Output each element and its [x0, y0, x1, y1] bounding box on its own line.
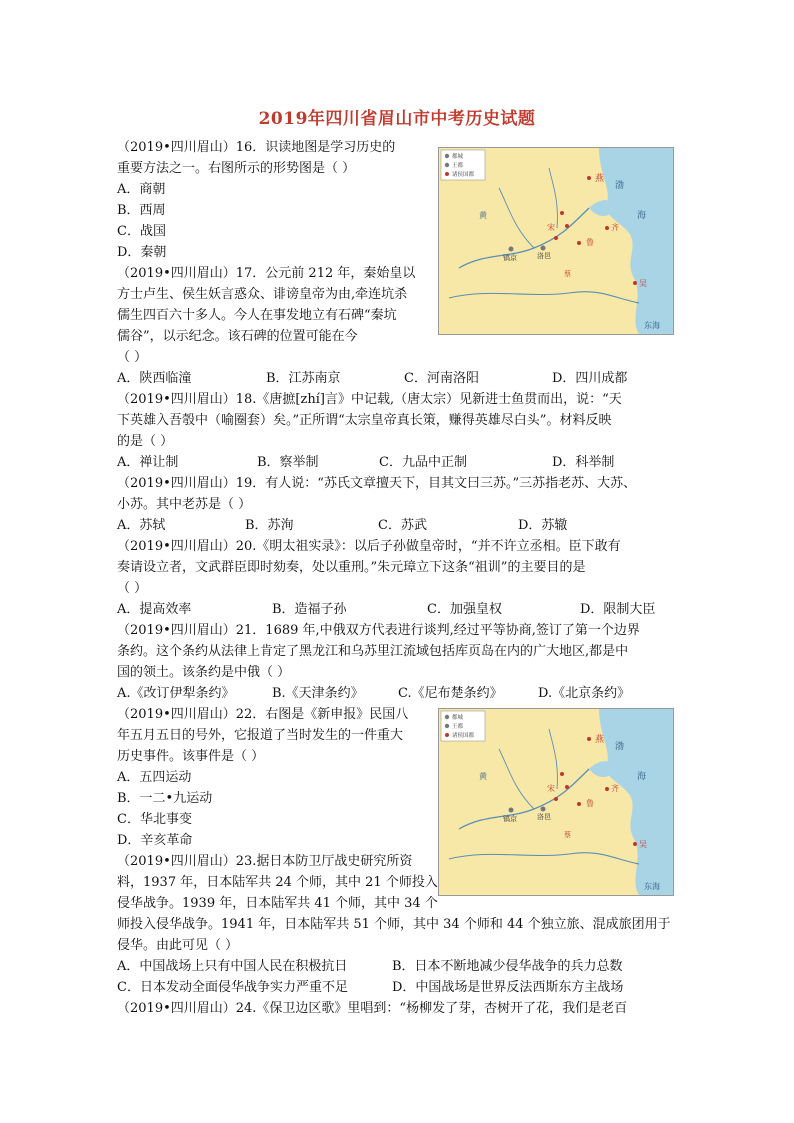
- q23-option-a: A．中国战场上只有中国人民在积极抗日: [117, 959, 348, 974]
- map-graphic: [439, 148, 673, 334]
- label-yan-2: 燕: [595, 735, 605, 745]
- q22-line-3: 历史事件。该事件是（ ）: [117, 749, 265, 764]
- legend-royal-capital-2: 王都: [452, 724, 464, 730]
- western-zhou-map-1: [438, 147, 674, 335]
- label-hai: 海: [637, 211, 647, 221]
- q20-line-2: 奏请设立者，文武群臣即时劾奏，处以重刑。”朱元璋立下这条“祖训”的主要目的是: [117, 560, 586, 575]
- q20-line-3: （ ）: [117, 581, 148, 596]
- legend-royal-capital: 王都: [452, 163, 464, 169]
- q23-line-4: 师投入侵华战争。1941 年，日本陆军共 51 个师，其中 34 个师和 44 个独立旅、混成旅团用于: [117, 917, 671, 932]
- q17-option-d: D．四川成都: [552, 371, 628, 386]
- q17-line-3: 儒生四百六十多人。今人在事发地立有石碑“秦坑: [117, 308, 397, 323]
- q16-line-2: 重要方法之一。右图所示的形势图是（ ）: [117, 161, 356, 176]
- q18-line-3: 的是（ ）: [117, 434, 174, 449]
- q23-option-d: D．中国战场是世界反法西斯东方主战场: [392, 980, 624, 995]
- q17-line-4: 儒谷”，以示纪念。该石碑的位置可能在今: [117, 329, 358, 344]
- q22-option-d: D．辛亥革命: [117, 833, 193, 848]
- label-luoyi-2: 洛邑: [537, 813, 551, 821]
- legend-capital: 都城: [452, 154, 464, 160]
- q21-option-c: C.《尼布楚条约》: [398, 686, 503, 701]
- q17-line-2: 方士卢生、侯生妖言惑众、诽谤皇帝为由,牵连坑杀: [117, 287, 408, 302]
- label-huang-2: 黄: [479, 772, 487, 781]
- label-bohai-2: 渤: [615, 742, 625, 752]
- label-song: 宋: [547, 223, 555, 232]
- q19-line-1: （2019•四川眉山）19．有人说：“苏氏文章擅天下，目其文曰三苏。”三苏指老苏、大苏、: [117, 476, 637, 491]
- q23-line-2: 料，1937 年，日本陆军共 24 个师，其中 21 个师投入: [117, 875, 438, 890]
- q23-line-1: （2019•四川眉山）23.据日本防卫厅战史研究所资: [117, 854, 413, 869]
- q21-line-2: 条约。这个条约从法律上肯定了黑龙江和乌苏里江流域包括库页岛在内的广大地区,都是中: [117, 644, 629, 659]
- q20-line-1: （2019•四川眉山）20.《明太祖实录》：以后子孙做皇帝时，“并不许立丞相。臣下敢有: [117, 539, 621, 554]
- q22-line-2: 年五月五日的号外，它报道了当时发生的一件重大: [117, 728, 404, 743]
- label-bohai: 渤: [615, 181, 625, 191]
- label-yan: 燕: [595, 174, 605, 184]
- q23-option-c: C．日本发动全面侵华战争实力严重不足: [117, 980, 348, 995]
- q21-option-d: D.《北京条约》: [538, 686, 631, 701]
- label-donghai-2: 东海: [644, 882, 660, 891]
- label-haojing: 镐京: [503, 254, 517, 262]
- legend-vassal-capital-2: 诸侯国都: [452, 733, 475, 739]
- q19-option-b: B．苏洵: [245, 518, 294, 533]
- q20-option-a: A．提高效率: [117, 602, 192, 617]
- q23-option-b: B．日本不断地减少侵华战争的兵力总数: [392, 959, 623, 974]
- label-qi-2: 齐: [611, 784, 619, 793]
- label-wu-2: 吴: [639, 840, 647, 849]
- q18-line-1: （2019•四川眉山）18.《唐摭[zhí]言》中记载,（唐太宗）见新进士鱼贯而出，说：“天: [117, 392, 622, 407]
- q23-line-5: 侵华。由此可见（ ）: [117, 938, 239, 953]
- label-huang: 黄: [479, 211, 487, 220]
- q20-option-b: B．造福子孙: [272, 602, 347, 617]
- q17-option-c: C．河南洛阳: [404, 371, 479, 386]
- q17-line-5: （ ）: [117, 350, 148, 365]
- q24-line-1: （2019•四川眉山）24.《保卫边区歌》里唱到：“杨柳发了芽，杏树开了花，我们是老百: [117, 1001, 628, 1016]
- label-haojing-2: 镐京: [503, 815, 517, 823]
- label-cai-2: 蔡: [564, 831, 571, 839]
- q16-line-1: （2019•四川眉山）16．识读地图是学习历史的: [117, 140, 396, 155]
- q18-option-b: B．察举制: [257, 455, 319, 470]
- label-lu-2: 鲁: [586, 799, 594, 808]
- label-lu: 鲁: [586, 238, 594, 247]
- q23-line-3: 侵华战争。1939 年，日本陆军共 41 个师，其中 34 个: [117, 896, 438, 911]
- q16-option-d: D．秦朝: [117, 245, 167, 260]
- q22-option-a: A．五四运动: [117, 770, 192, 785]
- label-qi: 齐: [611, 223, 619, 232]
- q19-line-2: 小苏。其中老苏是（ ）: [117, 497, 252, 512]
- q22-line-1: （2019•四川眉山）22．右图是《新申报》民国八: [117, 707, 409, 722]
- q21-option-a: A.《改订伊犁条约》: [117, 686, 235, 701]
- western-zhou-map-2: [438, 708, 674, 896]
- q16-option-c: C．战国: [117, 224, 166, 239]
- q17-option-a: A．陕西临潼: [117, 371, 192, 386]
- map-graphic-2: [439, 709, 673, 895]
- q22-option-b: B．一二•九运动: [117, 791, 213, 806]
- label-song-2: 宋: [547, 784, 555, 793]
- label-donghai: 东海: [644, 321, 660, 330]
- label-cai: 蔡: [564, 270, 571, 278]
- q19-option-c: C．苏武: [378, 518, 427, 533]
- q21-line-3: 国的领土。该条约是中俄（ ）: [117, 665, 291, 680]
- legend-vassal-capital: 诸侯国都: [452, 172, 475, 178]
- legend-capital-2: 都城: [452, 715, 464, 721]
- q22-option-c: C．华北事变: [117, 812, 192, 827]
- q21-line-1: （2019•四川眉山）21．1689 年,中俄双方代表进行谈判,经过平等协商,签订了第一个边界: [117, 623, 640, 638]
- q17-line-1: （2019•四川眉山）17．公元前 212 年，秦始皇以: [117, 266, 416, 281]
- q21-option-b: B.《天津条约》: [272, 686, 364, 701]
- label-wu: 吴: [639, 279, 647, 288]
- label-luoyi: 洛邑: [537, 252, 551, 260]
- q18-option-c: C．九品中正制: [379, 455, 467, 470]
- q19-option-a: A．苏轼: [117, 518, 166, 533]
- q20-option-d: D．限制大臣: [580, 602, 656, 617]
- label-hai-2: 海: [637, 772, 647, 782]
- q16-option-b: B．西周: [117, 203, 166, 218]
- q18-option-d: D．科举制: [552, 455, 615, 470]
- q18-line-2: 下英雄入吾彀中（喻圈套）矣。”正所谓“太宗皇帝真长策，赚得英雄尽白头”。材料反映: [117, 413, 612, 428]
- q18-option-a: A．禅让制: [117, 455, 179, 470]
- q16-option-a: A．商朝: [117, 182, 166, 197]
- q19-option-d: D．苏辙: [518, 518, 568, 533]
- page-title: 2019年四川省眉山市中考历史试题: [258, 109, 536, 129]
- q20-option-c: C．加强皇权: [427, 602, 502, 617]
- q17-option-b: B．江苏南京: [266, 371, 341, 386]
